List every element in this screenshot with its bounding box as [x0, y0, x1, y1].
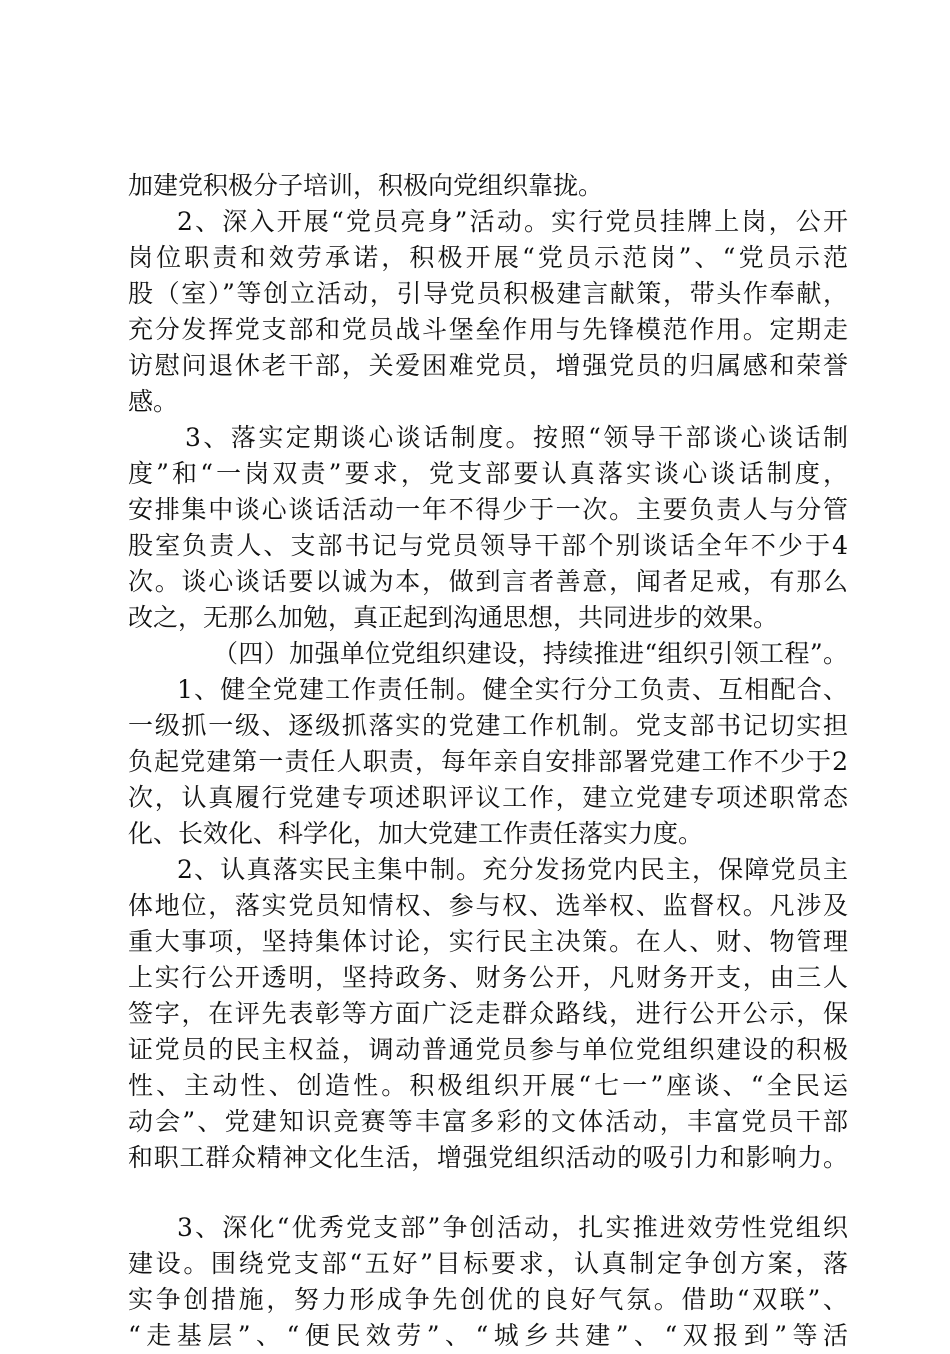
text-line: 证党员的民主权益，调动普通党员参与单位党组织建设的积极: [128, 1035, 848, 1064]
text-line: 2、认真落实民主集中制。充分发扬党内民主，保障党员主: [177, 855, 848, 884]
text-line: 上实行公开透明，坚持政务、财务公开，凡财务开支，由三人: [128, 963, 848, 992]
text-line: 改之，无那么加勉，真正起到沟通思想，共同进步的效果。: [128, 603, 779, 632]
text-line: 3、深化“优秀党支部”争创活动，扎实推进效劳性党组织: [177, 1213, 848, 1242]
section-heading: （四）加强单位党组织建设，持续推进“组织引领工程”。: [213, 639, 848, 668]
text-line: 岗位职责和效劳承诺，积极开展“党员示范岗”、“党员示范: [128, 243, 848, 272]
text-line: 次。谈心谈话要以诚为本，做到言者善意，闻者足戒，有那么: [128, 567, 848, 596]
text-line: 建设。围绕党支部“五好”目标要求，认真制定争创方案，落: [128, 1249, 848, 1278]
text-line: 3、落实定期谈心谈话制度。按照“领导干部谈心谈话制: [185, 423, 848, 452]
text-line: 次，认真履行党建专项述职评议工作，建立党建专项述职常态: [128, 783, 848, 812]
text-line: 一级抓一级、逐级抓落实的党建工作机制。党支部书记切实担: [128, 711, 848, 740]
text-line: 和职工群众精神文化生活，增强党组织活动的吸引力和影响力。: [128, 1143, 848, 1172]
text-line: 1、健全党建工作责任制。健全实行分工负责、互相配合、: [177, 675, 848, 704]
text-line: 度”和“一岗双责”要求，党支部要认真落实谈心谈话制度，: [128, 459, 848, 488]
text-line: 动会”、党建知识竞赛等丰富多彩的文体活动，丰富党员干部: [128, 1107, 848, 1136]
text-line: 充分发挥党支部和党员战斗堡垒作用与先锋模范作用。定期走: [128, 315, 848, 344]
text-line: 体地位，落实党员知情权、参与权、选举权、监督权。凡涉及: [128, 891, 848, 920]
text-line: 安排集中谈心谈话活动一年不得少于一次。主要负责人与分管: [128, 495, 848, 524]
text-line: 负起党建第一责任人职责，每年亲自安排部署党建工作不少于2: [128, 747, 848, 776]
text-line: 重大事项，坚持集体讨论，实行民主决策。在人、财、物管理: [128, 927, 848, 956]
text-line: 股室负责人、支部书记与党员领导干部个别谈话全年不少于4: [128, 531, 848, 560]
text-line: 性、主动性、创造性。积极组织开展“七一”座谈、“全民运: [128, 1071, 848, 1100]
text-line: 股（室）”等创立活动，引导党员积极建言献策，带头作奉献，: [128, 279, 848, 308]
text-line: “走基层”、“便民效劳”、“城乡共建”、“双报到”等活: [128, 1321, 848, 1350]
text-line: 2、深入开展“党员亮身”活动。实行党员挂牌上岗，公开: [177, 207, 848, 236]
text-line: 化、长效化、科学化，加大党建工作责任落实力度。: [128, 819, 704, 848]
text-line: 访慰问退休老干部，关爱困难党员，增强党员的归属感和荣誉: [128, 351, 848, 380]
text-line: 签字，在评先表彰等方面广泛走群众路线，进行公开公示，保: [128, 999, 848, 1028]
text-line: 加建党积极分子培训，积极向党组织靠拢。: [128, 171, 604, 200]
text-line: 实争创措施，努力形成争先创优的良好气氛。借助“双联”、: [128, 1285, 848, 1314]
text-line: 感。: [128, 387, 179, 416]
